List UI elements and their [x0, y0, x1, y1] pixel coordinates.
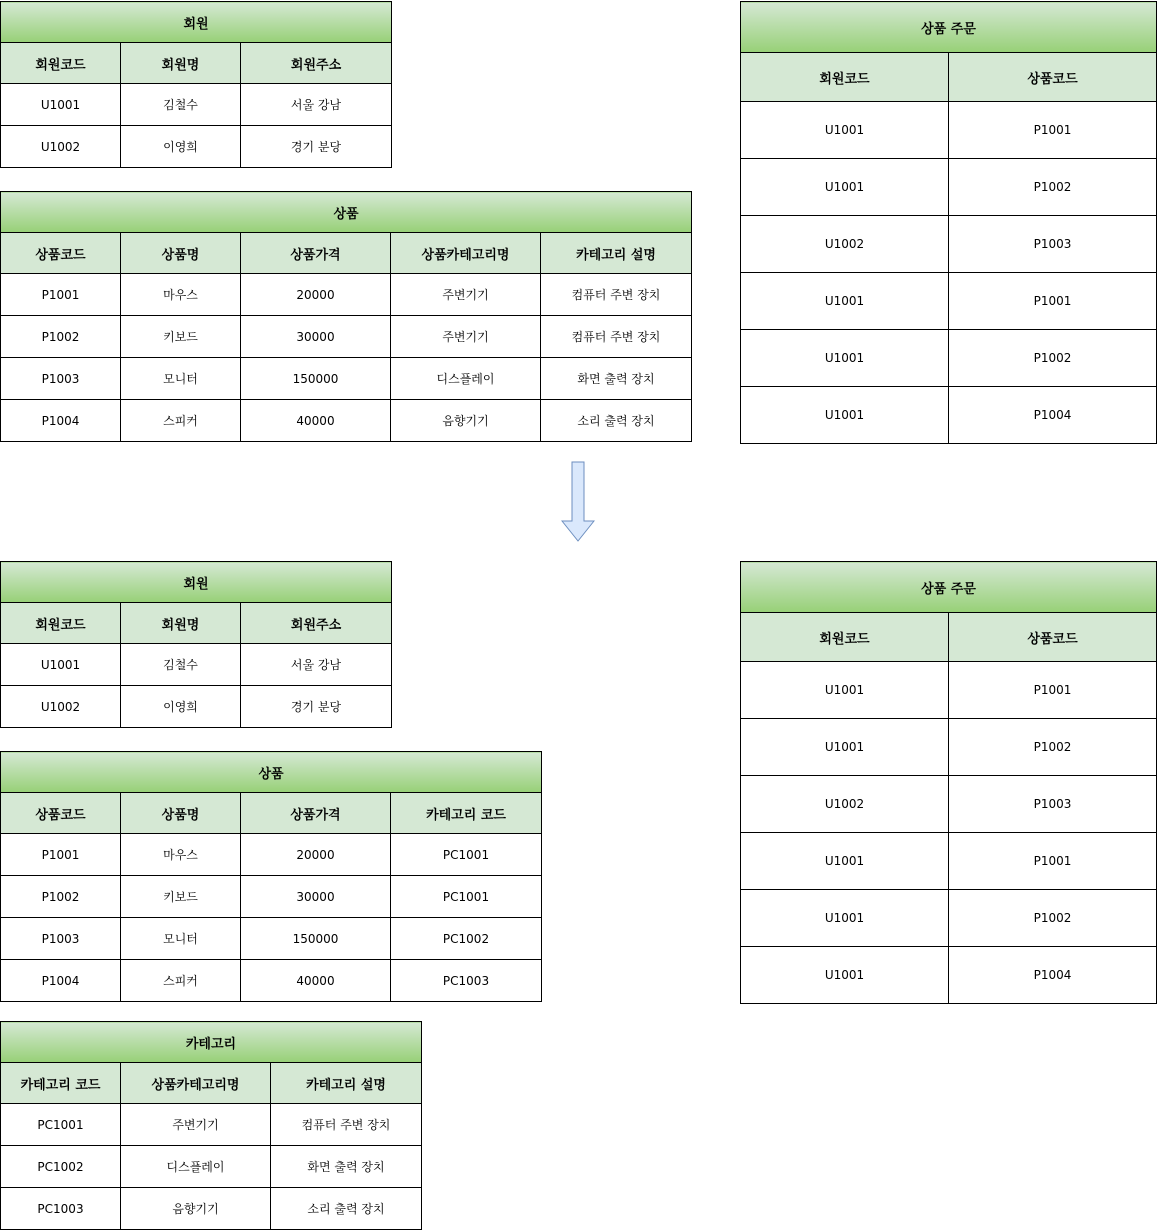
table-cell: P1003	[949, 216, 1157, 273]
table-row	[741, 102, 1157, 159]
table-cell: P1001	[949, 273, 1157, 330]
table-cell: 키보드	[121, 876, 241, 918]
table-cell: U1001	[741, 159, 949, 216]
table-title: 상품	[1, 752, 542, 793]
column-header: 상품명	[121, 793, 241, 834]
table-cell: 컴퓨터 주변 장치	[541, 316, 692, 358]
table-row	[1, 834, 542, 876]
table-title: 상품 주문	[741, 2, 1157, 53]
column-header: 회원코드	[741, 613, 949, 662]
table-cell: U1002	[1, 126, 121, 168]
table-row	[741, 662, 1157, 719]
table-cell: 30000	[241, 876, 391, 918]
table-row	[1, 918, 542, 960]
column-header: 상품가격	[241, 793, 391, 834]
table-cell: P1003	[1, 918, 121, 960]
table-row	[1, 358, 692, 400]
table-row	[741, 833, 1157, 890]
top-product-table	[0, 191, 691, 442]
table-cell: 마우스	[121, 834, 241, 876]
table-cell: U1001	[741, 662, 949, 719]
top-order-table	[740, 1, 1156, 442]
table-cell: 주변기기	[391, 274, 541, 316]
table-cell: 소리 출력 장치	[271, 1188, 422, 1230]
column-header: 회원명	[121, 603, 241, 644]
table-cell: U1002	[741, 776, 949, 833]
table-cell: 20000	[241, 834, 391, 876]
table-cell: 주변기기	[121, 1104, 271, 1146]
table-cell: 화면 출력 장치	[541, 358, 692, 400]
table-cell: 마우스	[121, 274, 241, 316]
bottom-product-table	[0, 751, 541, 1002]
table-cell: P1001	[949, 662, 1157, 719]
table-cell: P1002	[1, 876, 121, 918]
column-header: 회원명	[121, 43, 241, 84]
transform-arrow-icon	[561, 461, 595, 543]
table-cell: P1002	[949, 719, 1157, 776]
top-member-table	[0, 1, 391, 168]
table-cell: P1003	[949, 776, 1157, 833]
table-row	[1, 1188, 422, 1230]
table-cell: P1002	[949, 330, 1157, 387]
table-cell: 서울 강남	[241, 84, 392, 126]
table-row	[741, 719, 1157, 776]
column-header: 회원코드	[741, 53, 949, 102]
table-row	[1, 960, 542, 1002]
table-cell: 이영희	[121, 686, 241, 728]
column-header: 상품명	[121, 233, 241, 274]
table-cell: 디스플레이	[121, 1146, 271, 1188]
table-cell: 키보드	[121, 316, 241, 358]
table-cell: P1002	[949, 159, 1157, 216]
table-cell: U1001	[741, 387, 949, 444]
table-cell: 모니터	[121, 358, 241, 400]
table-row	[741, 273, 1157, 330]
table-cell: 스피커	[121, 960, 241, 1002]
column-header: 회원코드	[1, 43, 121, 84]
table-row	[1, 686, 392, 728]
table-cell: P1004	[949, 947, 1157, 1004]
table-cell: U1001	[741, 833, 949, 890]
table-cell: 음향기기	[121, 1188, 271, 1230]
table-row	[741, 387, 1157, 444]
table-row	[1, 84, 392, 126]
table-cell: P1001	[949, 102, 1157, 159]
table-cell: PC1002	[1, 1146, 121, 1188]
table-cell: P1004	[1, 400, 121, 442]
table-title: 회원	[1, 562, 392, 603]
table-cell: P1001	[1, 834, 121, 876]
table-row	[1, 126, 392, 168]
table-cell: PC1002	[391, 918, 542, 960]
table-cell: 모니터	[121, 918, 241, 960]
column-header: 상품코드	[949, 53, 1157, 102]
table-row	[741, 330, 1157, 387]
table-cell: P1004	[1, 960, 121, 1002]
table-row	[1, 1104, 422, 1146]
table-cell: 김철수	[121, 644, 241, 686]
table-row	[1, 400, 692, 442]
table-cell: 30000	[241, 316, 391, 358]
table-cell: P1002	[949, 890, 1157, 947]
column-header: 상품카테고리명	[121, 1063, 271, 1104]
table-cell: 40000	[241, 960, 391, 1002]
bottom-order-table	[740, 561, 1156, 1002]
table-cell: U1001	[741, 890, 949, 947]
table-cell: U1002	[741, 216, 949, 273]
table-row	[1, 644, 392, 686]
column-header: 카테고리 코드	[391, 793, 542, 834]
table-title: 회원	[1, 2, 392, 43]
table-cell: 150000	[241, 358, 391, 400]
table-row	[741, 159, 1157, 216]
column-header: 상품코드	[1, 233, 121, 274]
table-cell: 화면 출력 장치	[271, 1146, 422, 1188]
column-header: 회원주소	[241, 43, 392, 84]
column-header: 카테고리 설명	[271, 1063, 422, 1104]
table-cell: 음향기기	[391, 400, 541, 442]
column-header: 상품가격	[241, 233, 391, 274]
column-header: 상품카테고리명	[391, 233, 541, 274]
table-row	[741, 890, 1157, 947]
table-cell: U1001	[741, 330, 949, 387]
table-cell: PC1001	[391, 834, 542, 876]
table-cell: U1001	[741, 102, 949, 159]
table-cell: 디스플레이	[391, 358, 541, 400]
table-cell: PC1001	[1, 1104, 121, 1146]
table-cell: PC1003	[391, 960, 542, 1002]
table-row	[741, 776, 1157, 833]
table-cell: PC1001	[391, 876, 542, 918]
table-cell: U1001	[741, 719, 949, 776]
table-cell: 이영희	[121, 126, 241, 168]
table-cell: 주변기기	[391, 316, 541, 358]
table-cell: PC1003	[1, 1188, 121, 1230]
table-row	[741, 216, 1157, 273]
table-cell: 150000	[241, 918, 391, 960]
table-cell: 스피커	[121, 400, 241, 442]
table-cell: U1001	[741, 273, 949, 330]
column-header: 카테고리 코드	[1, 1063, 121, 1104]
table-cell: 경기 분당	[241, 126, 392, 168]
table-title: 상품	[1, 192, 692, 233]
table-cell: P1001	[1, 274, 121, 316]
column-header: 카테고리 설명	[541, 233, 692, 274]
table-cell: U1001	[1, 84, 121, 126]
table-cell: 김철수	[121, 84, 241, 126]
table-cell: P1003	[1, 358, 121, 400]
table-cell: P1001	[949, 833, 1157, 890]
table-title: 상품 주문	[741, 562, 1157, 613]
bottom-member-table	[0, 561, 391, 728]
table-cell: 40000	[241, 400, 391, 442]
table-title: 카테고리	[1, 1022, 422, 1063]
column-header: 상품코드	[949, 613, 1157, 662]
table-row	[741, 947, 1157, 1004]
column-header: 상품코드	[1, 793, 121, 834]
table-cell: U1001	[1, 644, 121, 686]
table-cell: 소리 출력 장치	[541, 400, 692, 442]
table-cell: 컴퓨터 주변 장치	[271, 1104, 422, 1146]
table-cell: U1002	[1, 686, 121, 728]
table-cell: P1002	[1, 316, 121, 358]
table-cell: 컴퓨터 주변 장치	[541, 274, 692, 316]
bottom-category-table	[0, 1021, 421, 1230]
table-cell: 서울 강남	[241, 644, 392, 686]
table-row	[1, 274, 692, 316]
table-cell: U1001	[741, 947, 949, 1004]
column-header: 회원주소	[241, 603, 392, 644]
table-row	[1, 1146, 422, 1188]
table-row	[1, 316, 692, 358]
table-cell: 20000	[241, 274, 391, 316]
column-header: 회원코드	[1, 603, 121, 644]
table-cell: 경기 분당	[241, 686, 392, 728]
table-row	[1, 876, 542, 918]
table-cell: P1004	[949, 387, 1157, 444]
